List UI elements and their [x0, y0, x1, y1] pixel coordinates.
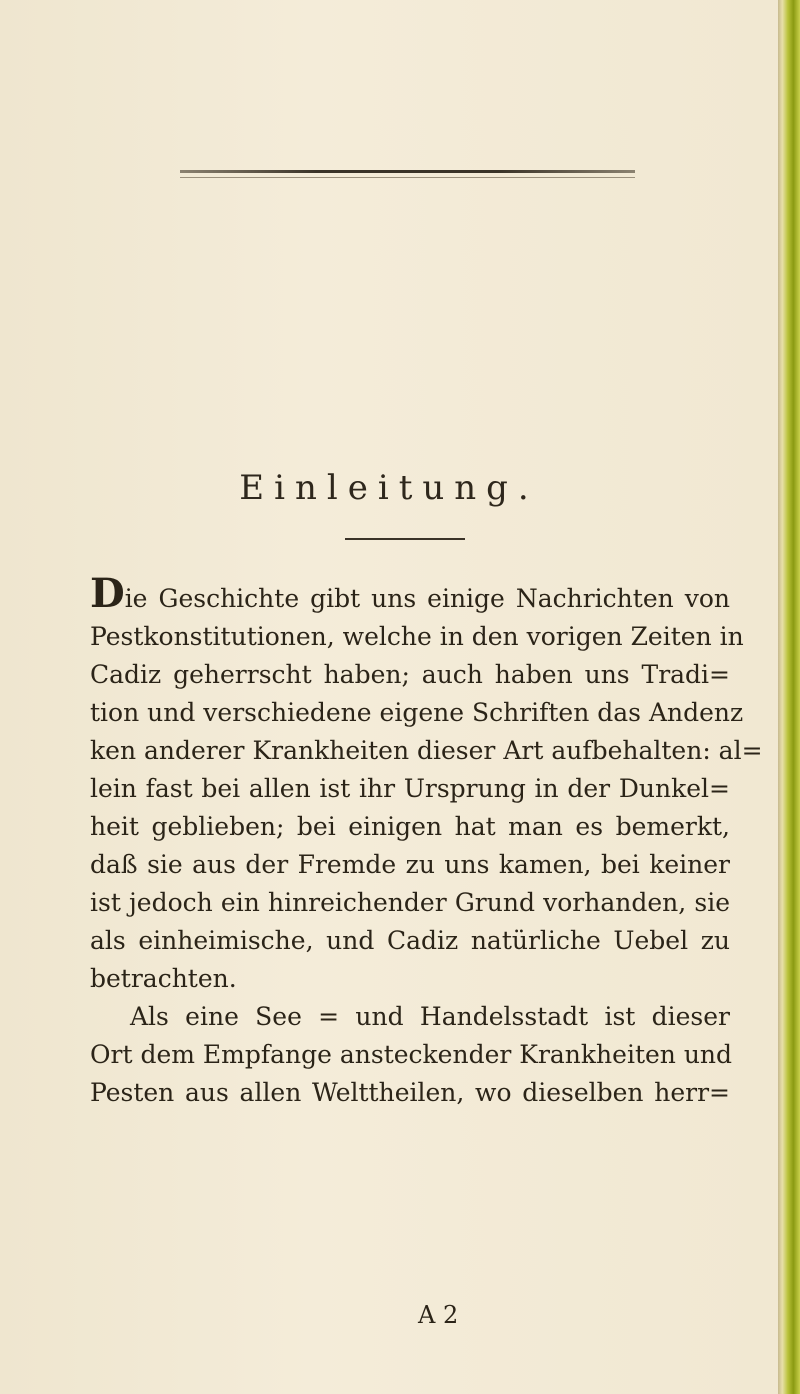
text-line: Cadiz geherrscht haben; auch haben uns Tradi=	[90, 660, 730, 689]
text-line: Pestkonstitutionen, welche in den vorigen Zeiten in	[90, 622, 744, 651]
heading-rule	[345, 538, 465, 540]
text-line: tion und verschiedene eigene Schriften das Andenz	[90, 698, 744, 727]
chapter-heading: Einleitung.	[239, 468, 539, 508]
text-line: betrachten.	[90, 964, 237, 993]
text-line: Ort dem Empfange ansteckender Krankheiten und	[90, 1040, 733, 1069]
text-line: als einheimische, und Cadiz natürliche Uebel zu	[90, 926, 730, 955]
text-line: ken anderer Krankheiten dieser Art aufbehalten: al=	[90, 736, 763, 765]
text-line: daß sie aus der Fremde zu uns kamen, bei keiner	[90, 850, 730, 879]
text-line: lein fast bei allen ist ihr Ursprung in der Dunkel=	[90, 774, 730, 803]
top-rule	[180, 170, 635, 173]
text-line: Pesten aus allen Welttheilen, wo dieselben herr=	[90, 1078, 730, 1107]
text-line: Die Geschichte gibt uns einige Nachrichten von	[90, 570, 730, 617]
book-spine-edge	[778, 0, 800, 1394]
text-line: heit geblieben; bei einigen hat man es bemerkt,	[90, 812, 730, 841]
text-line: Als eine See = und Handelsstadt ist dieser	[130, 1002, 730, 1031]
body-text	[90, 570, 763, 1112]
text-line: ist jedoch ein hinreichender Grund vorhanden, sie	[90, 888, 730, 917]
top-rule-thin	[180, 177, 635, 178]
signature-mark: A 2	[418, 1301, 459, 1329]
drop-cap: D	[90, 570, 125, 617]
